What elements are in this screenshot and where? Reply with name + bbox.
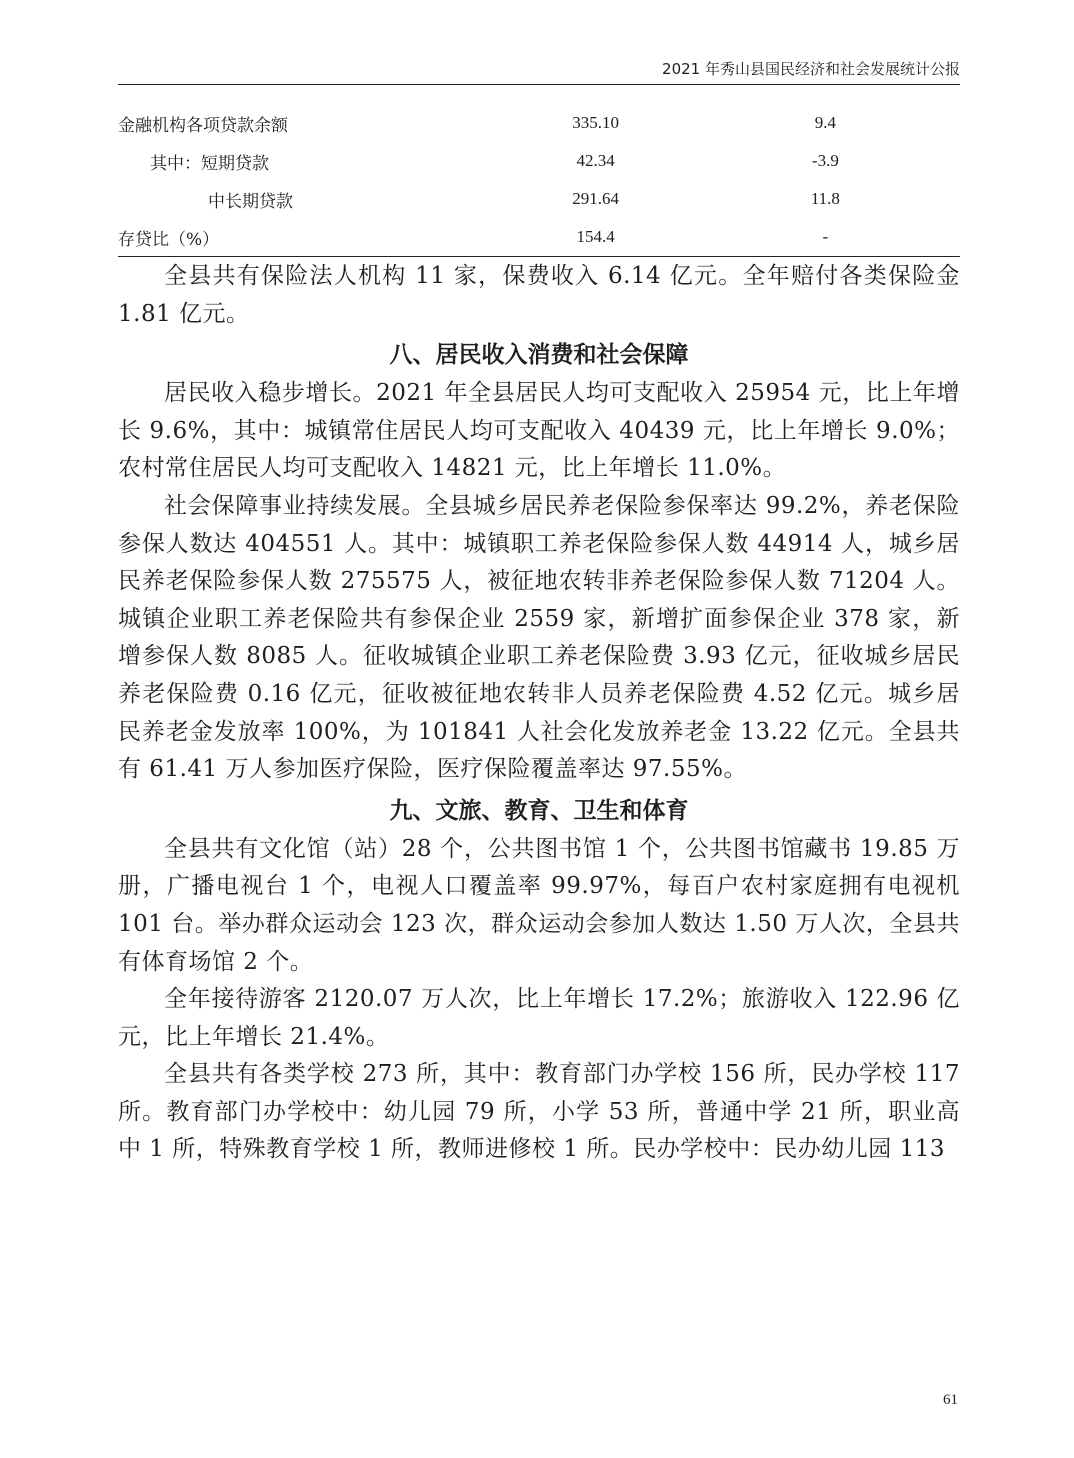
row-growth: 9.4 (814, 113, 836, 132)
paragraph-education: 全县共有各类学校 273 所，其中：教育部门办学校 156 所，民办学校 117 所。教育部门办学校中：幼儿园 79 所，小学 53 所，普通中学 21 所，职业高中 1 所，特殊教育学校 1 所，教师进修校 1 所。民办学校中：民办幼儿园 113 (118, 1061, 960, 1163)
page-header (118, 58, 960, 85)
table-row (118, 142, 960, 180)
row-value: 291.64 (572, 189, 619, 208)
table-row (118, 180, 960, 218)
paragraph-social-security: 社会保障事业持续发展。全县城乡居民养老保险参保率达 99.2%，养老保险参保人数达 404551 人。其中：城镇职工养老保险参保人数 44914 人，城乡居民养老保险参保人数 275575 人，被征地农转非养老保险参保人数 71204 人。城镇企业职工养老保险共有参保企业 2559 家，新增扩面参保企业 378 家，新增参保人数 8085 人。征收城镇企业职工养老保险费 3.93 亿元，征收城乡居民养老保险费 0.16 亿元，征收被征地农转非人员养老保险费 4.52 亿元。城乡居民养老金发放率 100%，为 101841 人社会化发放养老金 13.22 亿元。全县共有 61.41 万人参加医疗保险，医疗保险覆盖率达 97.55%。 (118, 492, 960, 783)
document-body (118, 258, 960, 1169)
row-value: 154.4 (500, 218, 690, 257)
row-value: 335.10 (572, 113, 619, 132)
row-growth: - (691, 218, 960, 257)
section-heading-9: 九、文旅、教育、卫生和体育 (389, 797, 689, 824)
row-label: 存贷比（%） (118, 218, 500, 257)
table-row (118, 104, 960, 142)
loan-table (118, 104, 960, 257)
header-title: 2021 年秀山县国民经济和社会发展统计公报 (662, 60, 960, 78)
paragraph-culture: 全县共有文化馆（站）28 个，公共图书馆 1 个，公共图书馆藏书 19.85 万册，广播电视台 1 个，电视人口覆盖率 99.97%，每百户农村家庭拥有电视机 101 台。举办群众运动会 123 次，群众运动会参加人数达 1.50 万人次，全县共有体育场馆 2 个。 (118, 835, 960, 975)
paragraph-insurance: 全县共有保险法人机构 11 家，保费收入 6.14 亿元。全年赔付各类保险金 1.81 亿元。 (118, 263, 960, 327)
row-value: 42.34 (576, 151, 615, 170)
paragraph-income: 居民收入稳步增长。2021 年全县居民人均可支配收入 25954 元，比上年增长 9.6%，其中：城镇常住居民人均可支配收入 40439 元，比上年增长 9.0%；农村常住居民人均可支配收入 14821 元，比上年增长 11.0%。 (118, 380, 960, 482)
row-label: 中长期贷款 (208, 191, 293, 212)
row-label: 金融机构各项贷款余额 (118, 115, 288, 136)
section-heading-8: 八、居民收入消费和社会保障 (389, 342, 689, 369)
paragraph-tourism: 全年接待游客 2120.07 万人次，比上年增长 17.2%；旅游收入 122.96 亿元，比上年增长 21.4%。 (118, 986, 960, 1050)
row-growth: -3.9 (811, 151, 839, 170)
row-label: 其中：短期贷款 (150, 153, 269, 174)
table-row (118, 218, 960, 257)
row-growth: 11.8 (810, 189, 840, 208)
page-number: 61 (943, 1392, 958, 1408)
